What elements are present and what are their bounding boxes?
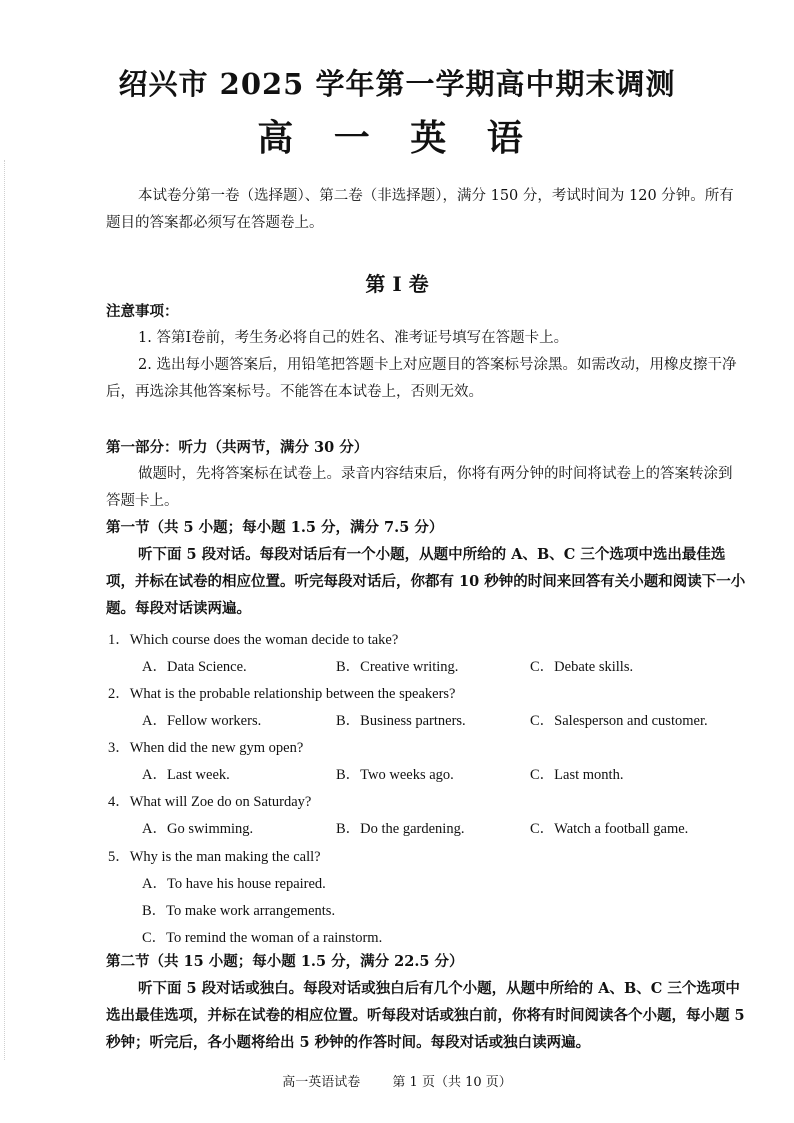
section1-instructions: 听下面 5 段对话。每段对话后有一个小题，从题中所给的 A、B、C 三个选项中选出最佳选项，并标在试卷的相应位置。听完每段对话后，你都有 10 秒钟的时间来回答有关小题和阅读下一小题。每段对话读两遍。 — [106, 546, 746, 617]
subject-title: 高 一 英 语 — [257, 117, 537, 159]
volume-title: 第 I 卷 — [365, 272, 429, 296]
question-option: C．Salesperson and customer. — [530, 713, 708, 729]
part1-instructions: 做题时，先将答案标在试卷上。录音内容结束后，你将有两分钟的时间将试卷上的答案转涂到答题卡上。 — [106, 466, 733, 509]
part1-heading: 第一部分：听力（共两节，满分 30 分） — [106, 439, 369, 456]
question-option: B．Creative writing. — [336, 659, 459, 675]
note-item: 1. 答第Ⅰ卷前，考生务必将自己的姓名、准考证号填写在答题卡上。 — [138, 330, 569, 346]
section1-heading: 第一节（共 5 小题；每小题 1.5 分，满分 7.5 分） — [106, 519, 444, 536]
question-option: B．Business partners. — [336, 713, 466, 729]
question-stem: 4．What will Zoe do on Saturday? — [108, 794, 312, 810]
question-stem: 3．When did the new gym open? — [108, 740, 304, 756]
question-option: A．To have his house repaired. — [142, 876, 326, 892]
question-stem: 5．Why is the man making the call? — [108, 849, 321, 865]
section2-heading: 第二节（共 15 小题；每小题 1.5 分，满分 22.5 分） — [106, 953, 464, 970]
question-option: B．Two weeks ago. — [336, 767, 454, 783]
section2-instructions: 听下面 5 段对话或独白。每段对话或独白后有几个小题，从题中所给的 A、B、C 三个选项中选出最佳选项，并标在试卷的相应位置。听每段对话或独白前，你将有时间阅读各个小题，每小题 5 秒钟；听完后，各小题将给出 5 秒钟的作答时间。每段对话或独白读两遍。 — [106, 980, 745, 1051]
footer-page-info: 第 1 页（共 10 页） — [392, 1075, 512, 1090]
question-option: C．Debate skills. — [530, 659, 634, 675]
question-option: C．Watch a football game. — [530, 821, 689, 837]
question-option: A．Go swimming. — [142, 821, 254, 837]
page-footer — [0, 1071, 794, 1090]
note-item: 2. 选出每小题答案后，用铅笔把答题卡上对应题目的答案标号涂黑。如需改动，用橡皮擦干净后，再选涂其他答案标号。不能答在本试卷上，否则无效。 — [106, 357, 737, 400]
question-option: A．Fellow workers. — [142, 713, 262, 729]
question-option: A．Data Science. — [142, 659, 247, 675]
question-option: B．To make work arrangements. — [142, 903, 336, 919]
question-option: C．To remind the woman of a rainstorm. — [142, 930, 383, 946]
notes-heading: 注意事项： — [106, 303, 179, 320]
question-stem: 2．What is the probable relationship between the speakers? — [108, 686, 456, 702]
exam-title: 绍兴市 2025 学年第一学期高中期末调测 — [118, 67, 676, 101]
question-stem: 1．Which course does the woman decide to take? — [108, 632, 399, 648]
question-option: A．Last week. — [142, 767, 230, 783]
question-option: B．Do the gardening. — [336, 821, 465, 837]
footer-exam-name: 高一英语试卷 — [282, 1075, 361, 1090]
intro-paragraph: 本试卷分第一卷（选择题）、第二卷（非选择题），满分 150 分，考试时间为 120 分钟。所有题目的答案都必须写在答题卷上。 — [106, 188, 734, 231]
question-option: C．Last month. — [530, 767, 624, 783]
